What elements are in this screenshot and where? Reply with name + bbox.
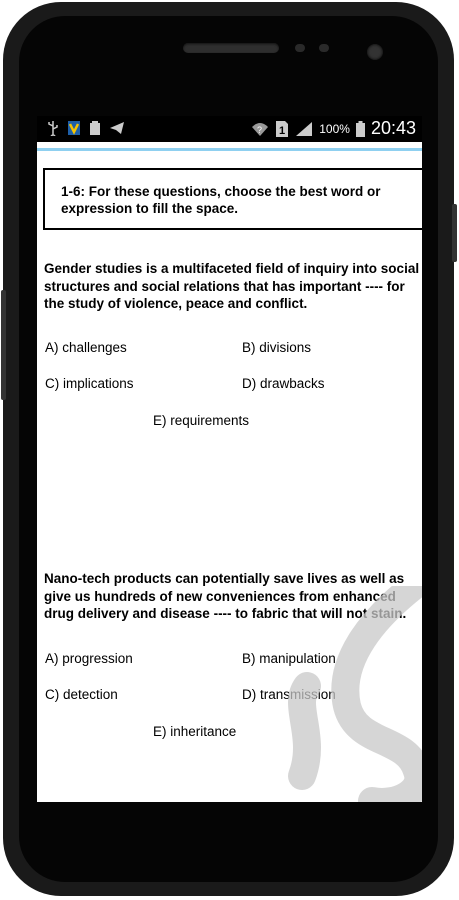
watermark-graphic — [277, 586, 422, 802]
usb-icon — [47, 120, 59, 136]
instructions-box: 1-6: For these questions, choose the best word or expression to fill the space. — [43, 168, 422, 230]
status-bar — [37, 116, 422, 142]
question-2-text: Nano-tech products can potentially save lives as well as give us hundreds of new conveniences from enhanced drug delivery and disease ---- to fabric that will not stain. — [44, 571, 407, 621]
screen — [37, 116, 422, 802]
svg-text:1: 1 — [279, 124, 286, 137]
q1-option-e[interactable]: E) requirements — [153, 413, 250, 428]
svg-text:?: ? — [257, 124, 263, 135]
wifi-icon — [251, 121, 269, 137]
q2-option-d[interactable]: D) transmission — [242, 687, 336, 702]
action-bar-divider — [37, 148, 422, 151]
question-1-text: Gender studies is a multifaceted field of inquiry into social structures and social relations that has important ---- for the study of violence, peace and conflict. — [44, 261, 420, 311]
q1-option-d[interactable]: D) drawbacks — [242, 376, 325, 391]
clock: 20:43 — [370, 118, 416, 138]
q2-option-e[interactable]: E) inheritance — [153, 724, 237, 739]
q2-option-c[interactable]: C) detection — [45, 687, 118, 702]
telegram-icon — [109, 121, 125, 135]
battery-percent: 100% — [319, 121, 350, 136]
signal-icon — [295, 121, 313, 137]
front-camera — [367, 44, 383, 60]
earpiece-speaker — [183, 43, 279, 53]
clipboard-icon — [89, 120, 101, 136]
power-button — [452, 204, 457, 262]
battery-icon — [356, 121, 365, 137]
light-sensor — [319, 44, 329, 52]
shield-icon — [67, 120, 81, 136]
q1-option-a[interactable]: A) challenges — [45, 340, 127, 355]
q2-option-b[interactable]: B) manipulation — [242, 651, 336, 666]
sim-icon — [275, 120, 289, 138]
q1-option-b[interactable]: B) divisions — [242, 340, 312, 355]
volume-button — [1, 290, 6, 400]
proximity-sensor — [295, 44, 305, 52]
q1-option-c[interactable]: C) implications — [45, 376, 134, 391]
q2-option-a[interactable]: A) progression — [45, 651, 133, 666]
